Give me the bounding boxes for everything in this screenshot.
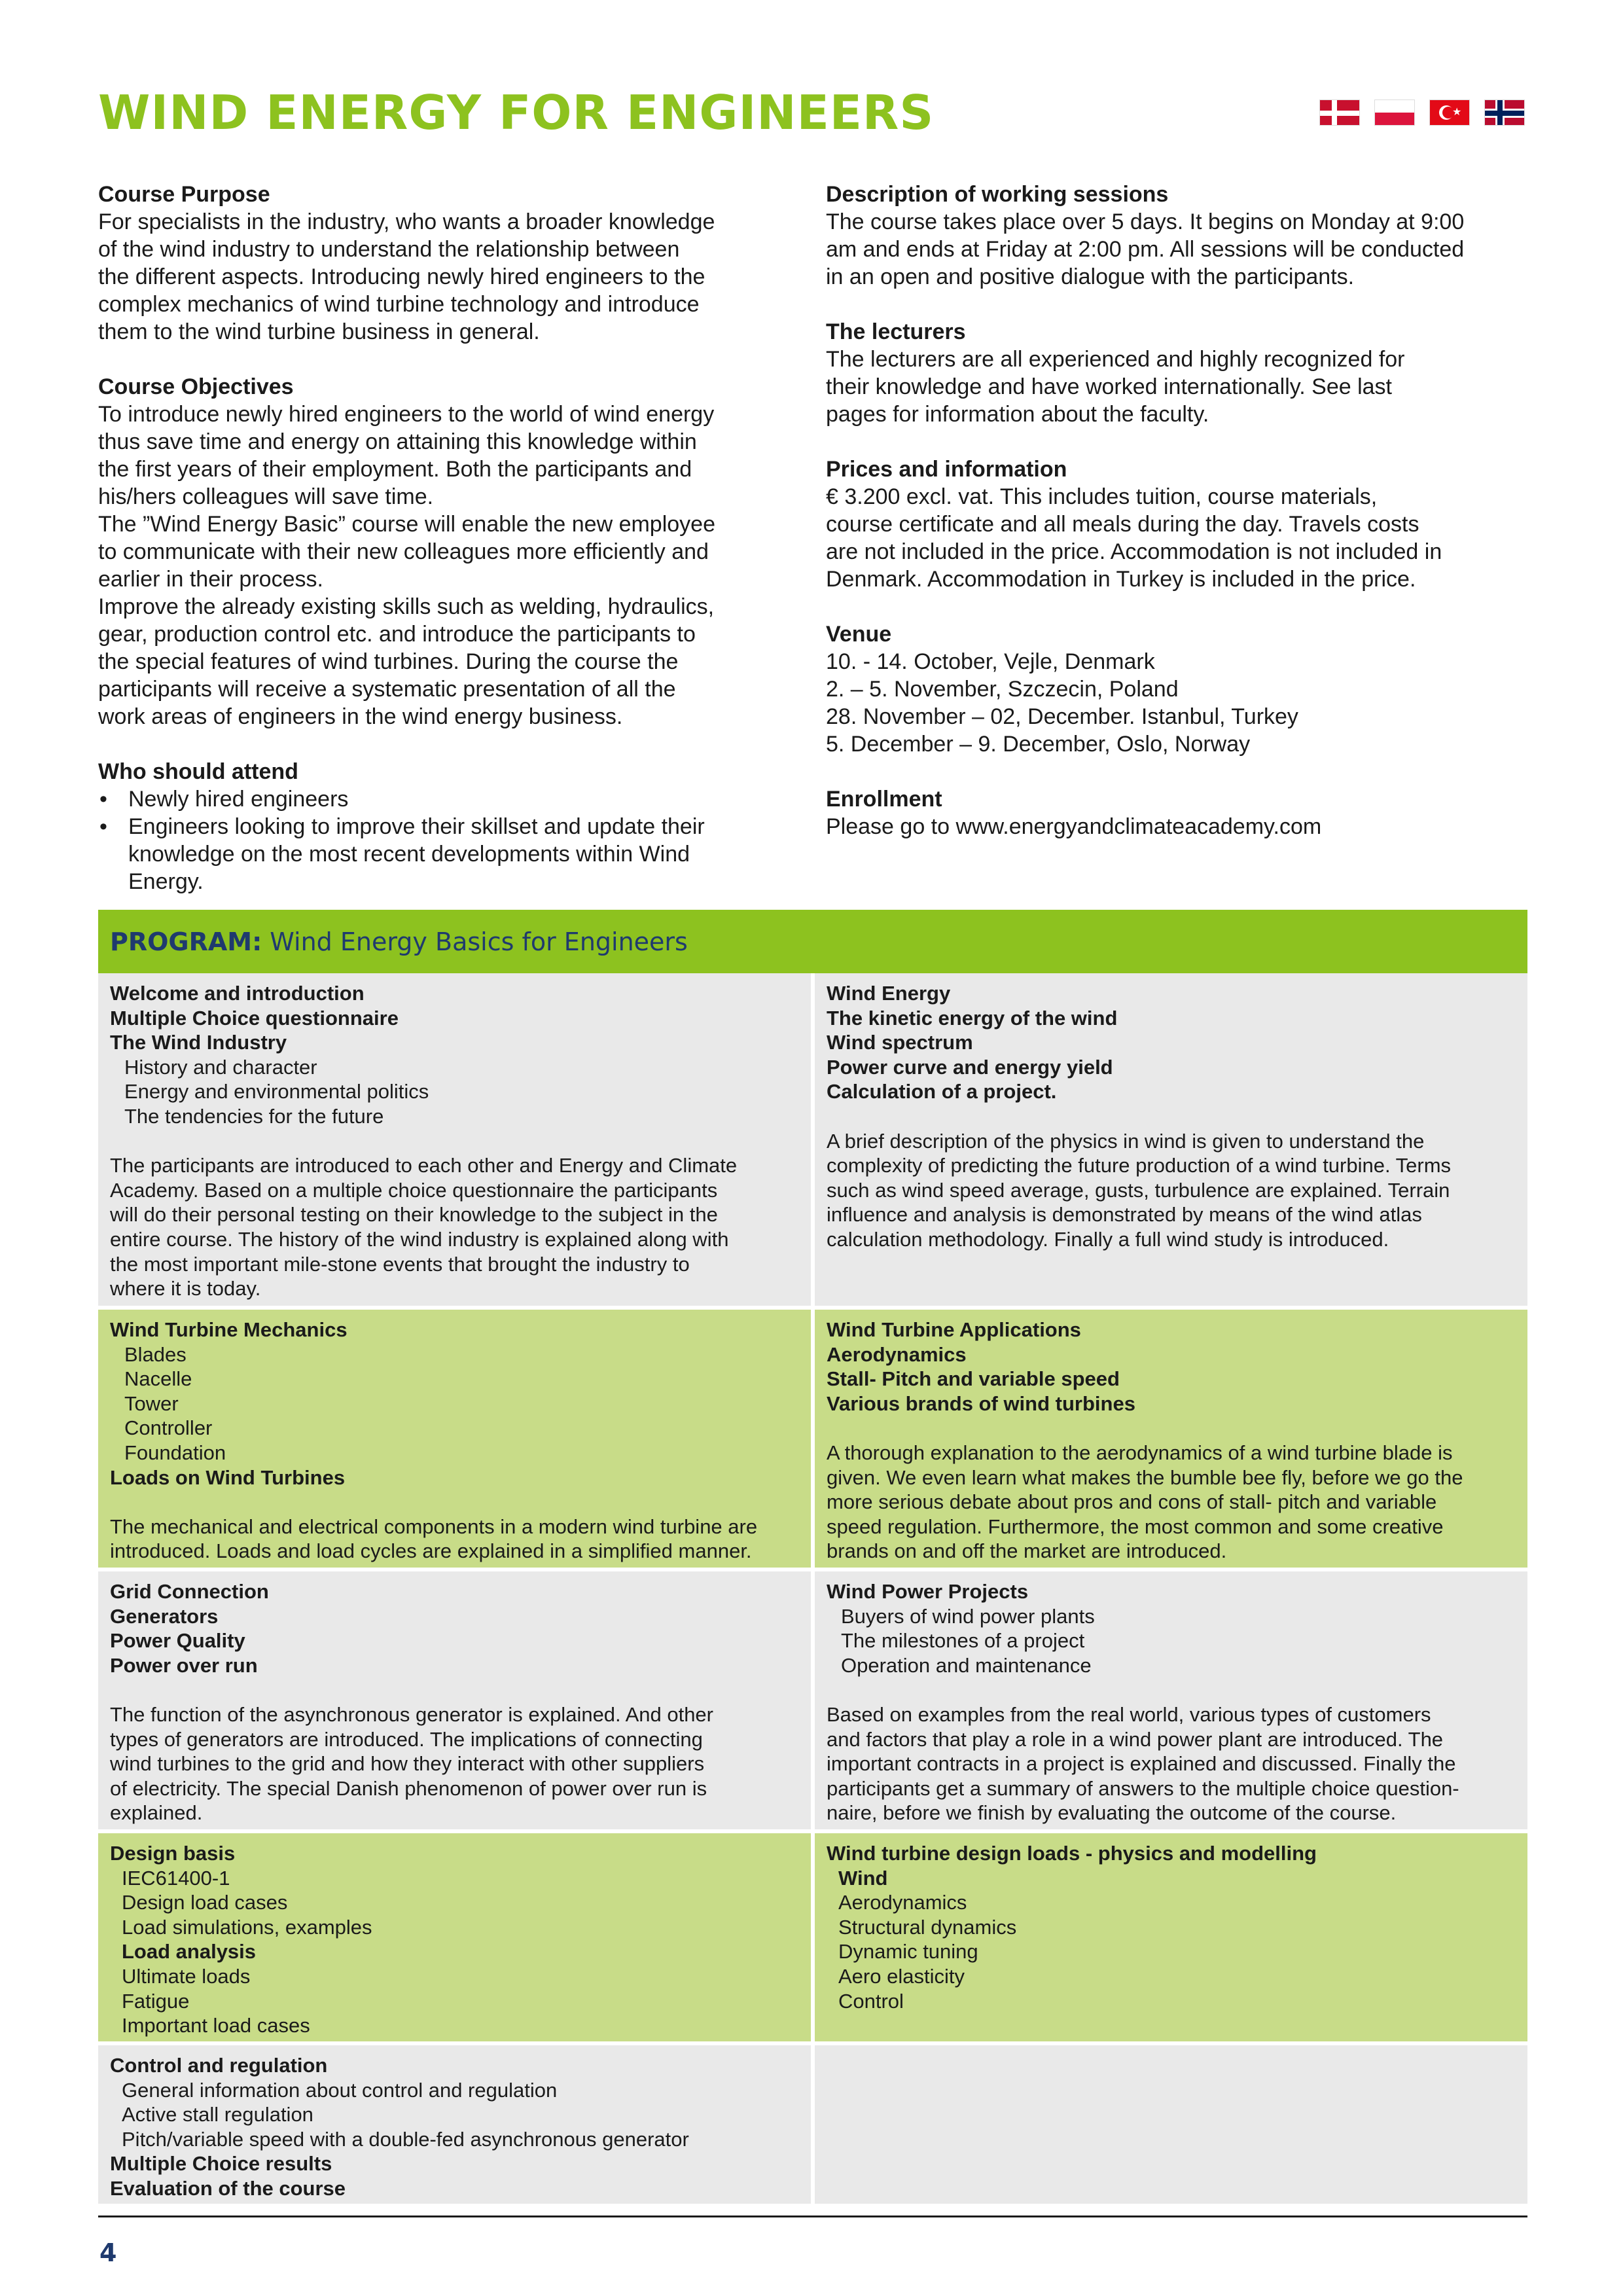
section-heading: The lecturers — [826, 319, 966, 344]
section-heading: Who should attend — [98, 759, 298, 784]
list-item: • Engineers looking to improve their skillset and update their knowledge on the most recent developments within Wind Energy. — [98, 813, 759, 895]
section-heading: Course Purpose — [98, 182, 270, 207]
working-sessions-section — [826, 181, 1533, 291]
topic-item: Structural dynamics — [838, 1915, 1017, 1939]
text-line: course certificate and all meals during the day. Travels costs — [826, 512, 1419, 537]
text-line: earlier in their process. — [98, 567, 323, 592]
venue-date: 2. – 5. November, Szczecin, Poland — [826, 677, 1179, 702]
topic-title: Wind Power Projects — [827, 1580, 1029, 1603]
topic-item: Dynamic tuning — [838, 1940, 978, 1964]
topic-item: The tendencies for the future — [124, 1104, 384, 1128]
text-line: am and ends at Friday at 2:00 pm. All sessions will be conducted — [826, 237, 1465, 262]
topic-description: calculation methodology. Finally a full wind study is introduced. — [827, 1227, 1389, 1251]
topic-item: Blades — [124, 1342, 187, 1366]
text-line: of the wind industry to understand the relationship between — [98, 237, 680, 262]
denmark-flag-icon[interactable] — [1319, 99, 1360, 126]
topic-description: and factors that play a role in a wind power plant are introduced. The — [827, 1727, 1444, 1751]
list-item: • Newly hired engineers — [98, 785, 792, 813]
topic-item: Control — [838, 1989, 904, 2013]
topic-item: Active stall regulation — [122, 2103, 313, 2126]
topic-description: A brief description of the physics in wind is given to understand the — [827, 1129, 1425, 1153]
topic-description: complexity of predicting the future production of a wind turbine. Terms — [827, 1154, 1452, 1177]
who-should-attend-section — [98, 758, 792, 895]
attendee-list — [98, 785, 792, 895]
section-heading: Enrollment — [826, 787, 942, 812]
program-cell-power-projects — [815, 1571, 1527, 1829]
topic-item: Pitch/variable speed with a double-fed asynchronous generator — [122, 2127, 689, 2151]
turkey-flag-icon[interactable]: ★ — [1429, 99, 1470, 126]
topic-item: Fatigue — [122, 1989, 190, 2013]
text-line: complex mechanics of wind turbine technology and introduce — [98, 292, 700, 317]
topic-item: Operation and maintenance — [841, 1653, 1092, 1677]
topic-title: Evaluation of the course — [110, 2176, 346, 2200]
section-heading: Description of working sessions — [826, 182, 1169, 207]
topic-description: types of generators are introduced. The implications of connecting — [110, 1727, 703, 1751]
topic-item: Load simulations, examples — [122, 1915, 372, 1939]
text-line: Denmark. Accommodation in Turkey is included in the price. — [826, 567, 1416, 592]
topic-subtitle: Wind — [838, 1866, 888, 1890]
enrollment-link[interactable]: Please go to www.energyandclimateacademy.com — [826, 814, 1322, 839]
topic-item: Aerodynamics — [838, 1891, 967, 1914]
topic-title: Wind Turbine Applications — [827, 1318, 1081, 1341]
program-cell-design-basis — [98, 1833, 811, 2041]
topic-title: Calculation of a project. — [827, 1080, 1057, 1103]
text-line: them to the wind turbine business in general. — [98, 319, 540, 344]
venue-date: 5. December – 9. December, Oslo, Norway — [826, 732, 1251, 757]
text-line: the different aspects. Introducing newly hired engineers to the — [98, 264, 705, 289]
text-line: € 3.200 excl. vat. This includes tuition, course materials, — [826, 484, 1378, 509]
enrollment-section — [826, 785, 1533, 840]
topic-title: Power over run — [110, 1653, 258, 1677]
text-line: To introduce newly hired engineers to the world of wind energy — [98, 402, 715, 427]
topic-title: The kinetic energy of the wind — [827, 1006, 1118, 1030]
program-cell-grid-connection — [98, 1571, 811, 1829]
topic-item: Important load cases — [122, 2014, 310, 2037]
topic-description: The function of the asynchronous generator is explained. And other — [110, 1702, 713, 1726]
topic-item: General information about control and regulation — [122, 2078, 558, 2102]
topic-description: explained. — [110, 1801, 203, 1825]
topic-item: Controller — [124, 1416, 213, 1440]
program-cell-control — [98, 2045, 811, 2204]
topic-description: wind turbines to the grid and how they interact with other suppliers — [110, 1752, 705, 1776]
poland-flag-icon[interactable] — [1374, 99, 1415, 126]
program-grid — [98, 973, 1527, 2208]
topic-item: History and character — [124, 1055, 317, 1079]
topic-item: Tower — [124, 1391, 179, 1415]
text-line: For specialists in the industry, who wants a broader knowledge — [98, 209, 715, 234]
text-line: Improve the already existing skills such as welding, hydraulics, — [98, 594, 715, 619]
footer-divider — [98, 2215, 1527, 2217]
section-heading: Venue — [826, 622, 892, 647]
topic-title: Power curve and energy yield — [827, 1055, 1113, 1079]
program-cell-applications — [815, 1310, 1527, 1568]
topic-item: Ultimate loads — [122, 1964, 251, 1988]
topic-description: introduced. Loads and load cycles are explained in a simplified manner. — [110, 1539, 752, 1563]
topic-description: important contracts in a project is explained and discussed. Finally the — [827, 1752, 1456, 1776]
page-number: 4 — [99, 2238, 117, 2267]
text-line: their knowledge and have worked internationally. See last — [826, 374, 1393, 399]
topic-title: Wind turbine design loads - physics and modelling — [827, 1842, 1317, 1865]
text-line: are not included in the price. Accommodation is not included in — [826, 539, 1442, 564]
topic-description: speed regulation. Furthermore, the most common and some creative — [827, 1515, 1444, 1538]
topic-description: The mechanical and electrical components in a modern wind turbine are — [110, 1515, 758, 1538]
topic-item: The milestones of a project — [841, 1629, 1085, 1653]
topic-description: naire, before we finish by evaluating the outcome of the course. — [827, 1801, 1397, 1825]
venue-date: 10. - 14. October, Vejle, Denmark — [826, 649, 1155, 674]
program-cell-welcome — [98, 973, 811, 1306]
course-purpose-section — [98, 181, 792, 346]
left-column — [98, 181, 792, 923]
topic-description: the most important mile-stone events that brought the industry to — [110, 1252, 690, 1276]
topic-description: The participants are introduced to each other and Energy and Climate — [110, 1154, 738, 1177]
program-cell-wind-energy — [815, 973, 1527, 1306]
text-line: The course takes place over 5 days. It begins on Monday at 9:00 — [826, 209, 1465, 234]
norway-flag-icon[interactable] — [1484, 99, 1525, 126]
topic-description: where it is today. — [110, 1277, 261, 1300]
program-cell-mechanics — [98, 1310, 811, 1568]
topic-item: Foundation — [124, 1441, 226, 1464]
language-flags — [1319, 99, 1525, 126]
topic-item: IEC61400-1 — [122, 1866, 230, 1890]
topic-description: A thorough explanation to the aerodynamics of a wind turbine blade is — [827, 1441, 1453, 1464]
topic-description: such as wind speed average, gusts, turbulence are explained. Terrain — [827, 1178, 1450, 1202]
program-label: PROGRAM: — [110, 927, 262, 956]
topic-title: Wind Energy — [827, 982, 951, 1005]
topic-title: Grid Connection — [110, 1580, 269, 1603]
topic-title: Multiple Choice results — [110, 2152, 332, 2176]
topic-title: Generators — [110, 1604, 219, 1628]
topic-title: Power Quality — [110, 1629, 245, 1653]
topic-description: participants get a summary of answers to the multiple choice question- — [827, 1776, 1459, 1800]
topic-item: Aero elasticity — [838, 1964, 965, 1988]
course-objectives-section — [98, 373, 792, 730]
topic-title: Various brands of wind turbines — [827, 1391, 1135, 1415]
topic-description: Academy. Based on a multiple choice questionnaire the participants — [110, 1178, 718, 1202]
program-name: Wind Energy Basics for Engineers — [270, 927, 688, 956]
program-cell-design-loads — [815, 1833, 1527, 2041]
topic-description: entire course. The history of the wind industry is explained along with — [110, 1227, 729, 1251]
topic-description: will do their personal testing on their knowledge to the subject in the — [110, 1203, 718, 1227]
prices-section — [826, 456, 1533, 593]
text-line: gear, production control etc. and introduce the participants to — [98, 622, 696, 647]
topic-title: Aerodynamics — [827, 1342, 967, 1366]
text-line: in an open and positive dialogue with the participants. — [826, 264, 1355, 289]
text-line: The lecturers are all experienced and highly recognized for — [826, 347, 1405, 372]
topic-title: Multiple Choice questionnaire — [110, 1006, 399, 1030]
topic-item: Energy and environmental politics — [124, 1080, 429, 1103]
text-line: to communicate with their new colleagues more efficiently and — [98, 539, 709, 564]
topic-item: Design load cases — [122, 1891, 288, 1914]
topic-subtitle: Load analysis — [122, 1940, 257, 1964]
topic-description: brands on and off the market are introduced. — [827, 1539, 1227, 1563]
venue-section — [826, 620, 1533, 758]
venue-date: 28. November – 02, December. Istanbul, Turkey — [826, 704, 1298, 729]
topic-title: Control and regulation — [110, 2054, 328, 2077]
text-line: participants will receive a systematic presentation of all the — [98, 677, 676, 702]
section-heading: Course Objectives — [98, 374, 294, 399]
topic-title: Wind spectrum — [827, 1031, 973, 1054]
right-column — [826, 181, 1533, 868]
topic-title: The Wind Industry — [110, 1031, 287, 1054]
section-heading: Prices and information — [826, 457, 1067, 482]
topic-description: of electricity. The special Danish phenomenon of power over run is — [110, 1776, 707, 1800]
text-line: pages for information about the faculty. — [826, 402, 1209, 427]
program-header — [98, 910, 1527, 973]
topic-title: Loads on Wind Turbines — [110, 1465, 346, 1489]
text-line: work areas of engineers in the wind energy business. — [98, 704, 623, 729]
topic-title: Wind Turbine Mechanics — [110, 1318, 348, 1341]
topic-item: Nacelle — [124, 1367, 192, 1391]
topic-title: Stall- Pitch and variable speed — [827, 1367, 1120, 1391]
topic-title: Welcome and introduction — [110, 982, 365, 1005]
page-title: WIND ENERGY FOR ENGINEERS — [98, 85, 935, 140]
topic-description: more serious debate about pros and cons of stall- pitch and variable — [827, 1490, 1437, 1514]
text-line: thus save time and energy on attaining this knowledge within — [98, 429, 697, 454]
text-line: the first years of their employment. Both the participants and — [98, 457, 692, 482]
topic-description: given. We even learn what makes the bumble bee fly, before we go the — [827, 1465, 1463, 1489]
program-cell-empty — [815, 2045, 1527, 2204]
text-line: The ”Wind Energy Basic” course will enable the new employee — [98, 512, 716, 537]
lecturers-section — [826, 318, 1533, 428]
topic-title: Design basis — [110, 1842, 236, 1865]
text-line: the special features of wind turbines. During the course the — [98, 649, 679, 674]
topic-description: influence and analysis is demonstrated by means of the wind atlas — [827, 1203, 1422, 1227]
topic-item: Buyers of wind power plants — [841, 1604, 1095, 1628]
topic-description: Based on examples from the real world, various types of customers — [827, 1702, 1431, 1726]
text-line: his/hers colleagues will save time. — [98, 484, 434, 509]
